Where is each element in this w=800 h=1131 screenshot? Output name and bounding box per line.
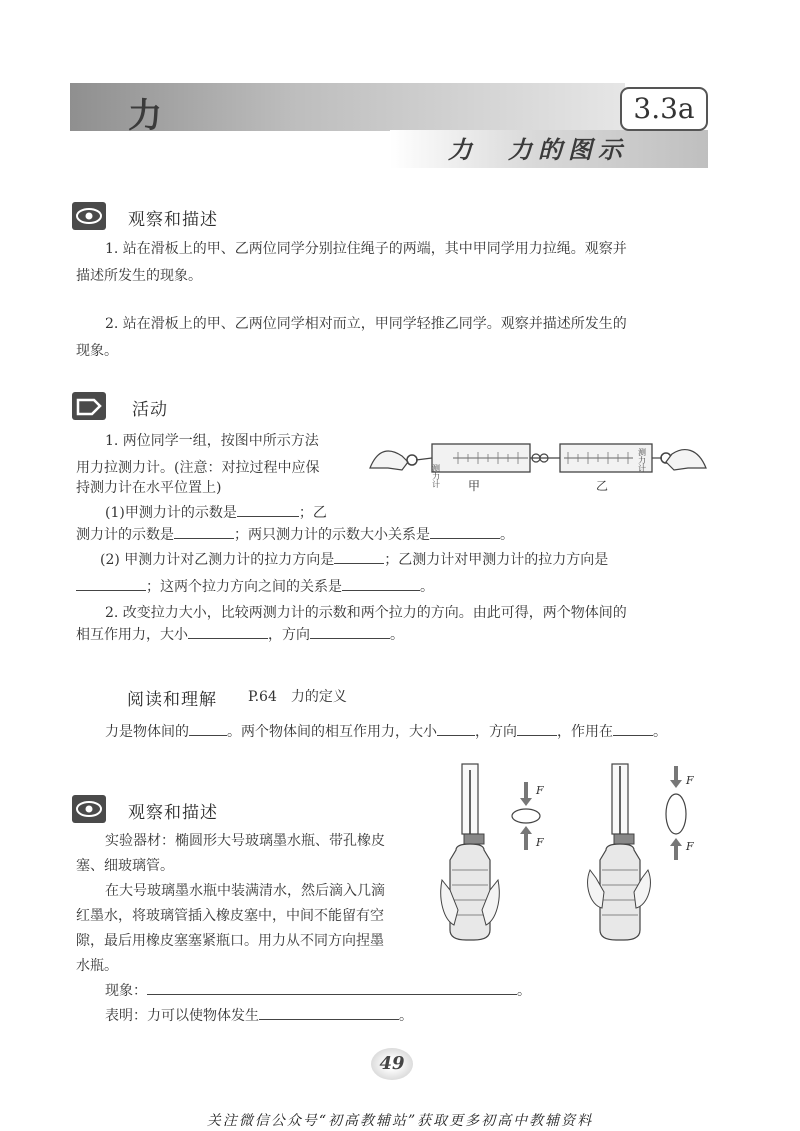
section-title-activity: 活动 — [132, 400, 168, 420]
ink-bottle-figure — [440, 760, 710, 960]
svg-text:F: F — [686, 774, 694, 787]
exp-line5: 隙，最后用橡皮塞塞紧瓶口。用力从不同方向捏墨 — [76, 933, 384, 949]
hand-icon — [72, 392, 106, 420]
blank-direction-jia-on-yi[interactable] — [334, 549, 384, 564]
blank-size[interactable] — [188, 624, 268, 639]
section-title-observe: 观察和描述 — [128, 210, 218, 230]
obs-item1-line1: 1. 站在滑板上的甲、乙两位同学分别拉住绳子的两端，其中甲同学用力拉绳。观察并 — [105, 241, 627, 257]
eye-icon — [72, 795, 106, 823]
section-title-reading: 阅读和理解 — [127, 690, 217, 710]
label-yi: 乙 — [596, 479, 609, 493]
obs-item2-line1: 2. 站在滑板上的甲、乙两位同学相对而立，甲同学轻推乙同学。观察并描述所发生的 — [105, 316, 627, 332]
exp-line4: 红墨水，将玻璃管插入橡皮塞中，中间不能留有空 — [76, 908, 384, 924]
right-hand-icon — [652, 450, 706, 470]
activity-line1: 1. 两位同学一组，按图中所示方法 — [105, 433, 319, 449]
obs-item2-line2: 现象。 — [76, 343, 118, 359]
activity-item2-line1: 2. 改变拉力大小，比较两测力计的示数和两个拉力的方向。由此可得，两个物体间的 — [105, 605, 627, 621]
svg-text:F: F — [536, 784, 544, 797]
section-subtitle: 力 力的图示 — [448, 135, 628, 164]
chapter-title: 力 — [128, 96, 164, 136]
section-number: 3.3a — [620, 87, 708, 131]
svg-text:测力计: 测力计 — [637, 448, 647, 472]
blank-definition[interactable] — [189, 721, 227, 736]
left-hand-icon — [370, 451, 417, 470]
blank-def-acting-on[interactable] — [613, 721, 653, 736]
page-number: 49 — [371, 1048, 413, 1080]
reading-reference: P.64 力的定义 — [248, 689, 347, 705]
activity-q2-line2: ；这两个拉力方向之间的关系是 。 — [76, 574, 434, 601]
blank-reading-relation[interactable] — [430, 524, 500, 539]
eye-icon — [72, 202, 106, 230]
blank-def-size[interactable] — [437, 721, 475, 736]
blank-reading-jia[interactable] — [237, 502, 299, 517]
activity-line3: 持测力计在水平位置上) — [76, 480, 222, 496]
blank-direction-relation[interactable] — [342, 576, 420, 591]
spring-scale-figure — [368, 428, 708, 498]
blank-phenomenon[interactable] — [147, 980, 517, 995]
svg-text:测力计: 测力计 — [431, 464, 441, 488]
exp-line3: 在大号玻璃墨水瓶中装满清水，然后滴入几滴 — [105, 883, 385, 899]
activity-line2: 用力拉测力计。(注意：对拉过程中应保 — [76, 460, 320, 476]
exp-line6: 水瓶。 — [76, 958, 118, 974]
svg-text:F: F — [686, 840, 694, 853]
blank-direction-yi-on-jia[interactable] — [76, 576, 146, 591]
activity-item2-line2: 相互作用力，大小 ，方向 。 — [76, 622, 404, 649]
footer-note: 关注微信公众号“初高教辅站”获取更多初高中教辅资料 — [206, 1113, 594, 1129]
activity-q1-line1: (1)甲测力计的示数是 ；乙 — [105, 500, 327, 527]
blank-def-direction[interactable] — [517, 721, 557, 736]
activity-q2-line1: (2) 甲测力计对乙测力计的拉力方向是 ；乙测力计对甲测力计的拉力方向是 — [100, 547, 608, 574]
activity-q1-line2: 测力计的示数是 ；两只测力计的示数大小关系是 。 — [76, 522, 514, 549]
phenomenon-line: 现象： 。 — [105, 978, 531, 1005]
exp-line1: 实验器材：椭圆形大号玻璃墨水瓶、带孔橡皮 — [105, 833, 385, 849]
blank-direction[interactable] — [310, 624, 390, 639]
conclusion-line: 表明：力可以使物体发生 。 — [105, 1003, 413, 1030]
reading-sentence: 力是物体间的 。两个物体间的相互作用力，大小 ，方向 ，作用在 。 — [105, 719, 667, 746]
svg-text:F: F — [536, 836, 544, 849]
blank-reading-yi[interactable] — [174, 524, 234, 539]
obs-item1-line2: 描述所发生的现象。 — [76, 268, 202, 284]
section-title-observe-2: 观察和描述 — [128, 803, 218, 823]
label-jia: 甲 — [468, 479, 481, 493]
blank-conclusion[interactable] — [259, 1005, 399, 1020]
exp-line2: 塞、细玻璃管。 — [76, 858, 174, 874]
